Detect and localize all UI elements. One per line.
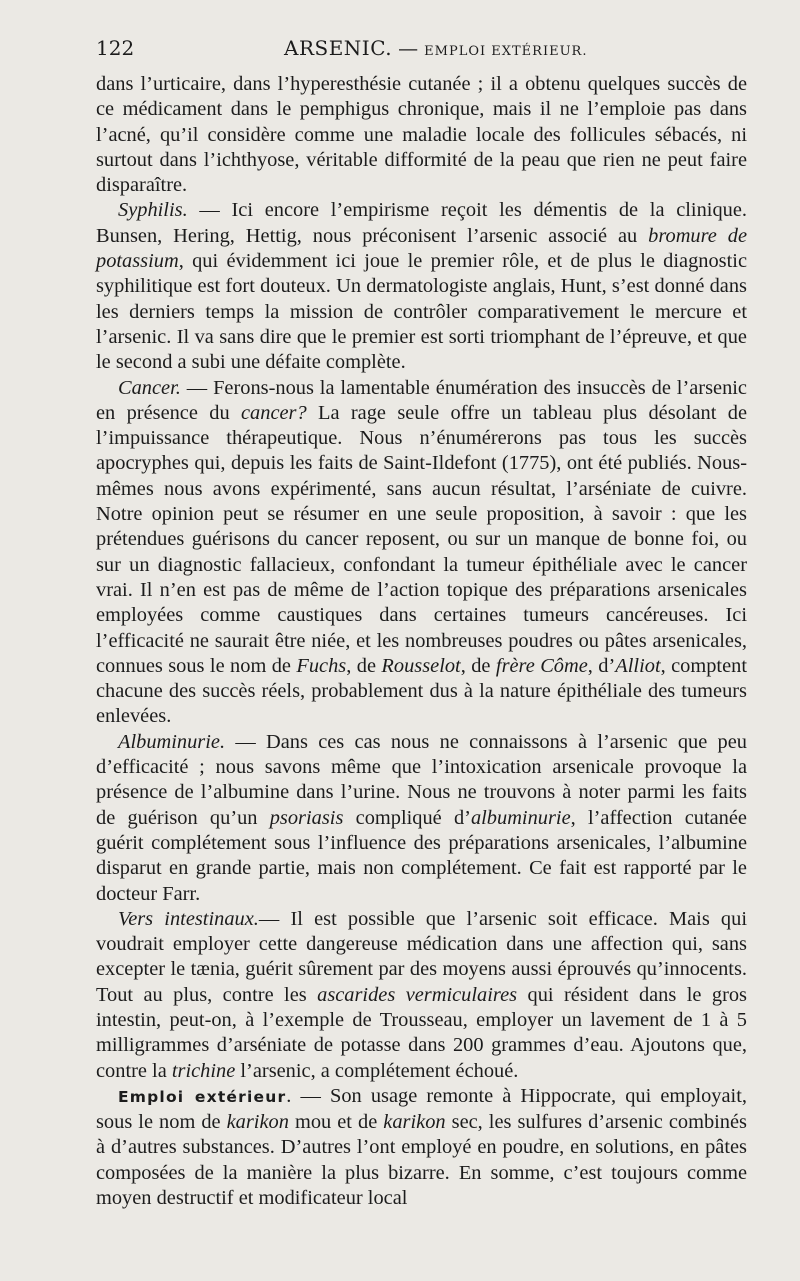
paragraph-text: La rage seule offre un tableau plus désolant de l’impuissance thérapeutique. Nous n’énumérerons pas tous les succès apocryphes qui, depuis les faits de Saint-Ildefont (1775), ont été publiés. Nous-mêmes nous avons expérimenté, sans aucun résultat, l’arséniate de cuivre. Notre opinion peut se résumer en une seule proposition, à savoir : que les prétendues guérisons du cancer reposent, ou sur un manque de bonne foi, ou sur un diagnostic fallacieux, confondant la tumeur épithéliale avec le cancer vrai. Il n’en est pas de même de l’action topique des préparations arsenicales employées comme caustiques dans certaines tumeurs cancéreuses. Ici l’efficacité ne saurait être niée, et les nombreuses poudres ou pâtes arsenicales, connues sous le nom de (96, 401, 747, 677)
paragraph-text: mou et de (288, 1111, 384, 1134)
paragraph-emploi-exterieur (96, 1084, 747, 1211)
paragraph-cancer (96, 376, 747, 730)
paragraph-text: , l’affection cutanée guérit complétement sous l’influence des préparations arsenicales, l’albumine disparut en grande partie, mais non complétement. Ce fait est rapporté par le docteur Farr. (96, 806, 747, 905)
paragraph-text: , comptent chacune des succès réels, probablement dus à la nature épithéliale des tumeurs enlevées. (96, 654, 748, 728)
paragraph-text: l’arsenic, a complétement échoué. (235, 1059, 519, 1082)
italic-term: psoriasis (269, 806, 344, 829)
paragraph-albuminurie (96, 730, 747, 907)
paragraph-text: — Il est possible que l’arsenic soit efficace. Mais qui voudrait employer cette dangereuse médication dans une affection qui, sans excepter le tænia, guérit sûrement par des moyens aussi éprouvés qu’innocents. Tout au plus, contre les (96, 907, 747, 1006)
italic-term: frère Côme (495, 654, 588, 677)
page-number: 122 (96, 36, 135, 60)
paragraph-text: , d’ (587, 654, 616, 677)
running-title-main: ARSENIC. (284, 36, 393, 60)
running-title-dash: — (398, 36, 419, 60)
paragraph-text: sec, les sulfures d’arsenic combinés à d’autres substances. D’autres l’ont employé en poudre, en solutions, en pâtes composées de la manière la plus bizarre. En somme, c’est toujours comme moyen destructif et modificateur local (96, 1111, 747, 1210)
italic-term: Fuchs (296, 654, 347, 677)
paragraph-text: , qui évidemment ici joue le premier rôle, et de plus le diagnostic syphilitique est fort douteux. Un dermatologiste anglais, Hunt, s’est donné dans les derniers temps la mission de contrôler comparativement le mercure et l’arsenic. Il va sans dire que le premier est sorti triomphant de l’épreuve, et que le second a subi une défaite complète. (96, 250, 747, 374)
running-title-sub: EMPLOI EXTÉRIEUR. (424, 44, 588, 59)
italic-term: ascarides vermiculaires (317, 983, 518, 1006)
body-text (96, 72, 747, 1211)
italic-term: albuminurie (470, 806, 571, 829)
paragraph-text: compliqué d’ (343, 806, 471, 829)
paragraph-text: — Dans ces cas nous ne connaissons à l’arsenic que peu d’efficacité ; nous savons même que l’intoxication arsenicale provoque la présence de l’albumine dans l’urine. Nous ne trouvons à noter parmi les faits de guérison qu’un (96, 730, 747, 829)
section-lead-vers-intestinaux: Vers intestinaux. (118, 907, 259, 930)
italic-term: bromure de potassium (96, 224, 747, 273)
paragraph-continuation (96, 72, 747, 198)
section-lead-emploi-exterieur: Emploi extérieur (118, 1087, 287, 1106)
running-header (96, 36, 746, 62)
paragraph-text: dans l’urticaire, dans l’hyperesthésie cutanée ; il a obtenu quelques succès de ce médicament dans le pemphigus chronique, mais il ne l’emploie pas dans l’acné, qu’il considère comme une maladie locale des follicules sébacés, ni surtout dans l’ichthyose, véritable difformité de la peau que rien ne peut faire disparaître. (96, 73, 747, 197)
paragraph-text: — Ici encore l’empirisme reçoit les démentis de la clinique. Bunsen, Hering, Hettig, nous préconisent l’arsenic associé au (96, 199, 747, 247)
section-lead-albuminurie: Albuminurie. (118, 730, 226, 753)
paragraph-vers-intestinaux (96, 907, 747, 1084)
paragraph-syphilis (96, 198, 747, 375)
italic-term: trichine (171, 1059, 236, 1082)
paragraph-text: . — Son usage remonte à Hippocrate, qui employait, sous le nom de (96, 1084, 747, 1134)
italic-term: Rousselot (381, 654, 461, 677)
paragraph-text: , de (346, 654, 382, 677)
italic-term: karikon (383, 1111, 446, 1134)
paragraph-text: — Ferons-nous la lamentable énumération des insuccès de l’arsenic en présence du (96, 376, 747, 424)
italic-term: cancer? (241, 401, 307, 424)
paragraph-text: qui résident dans le gros intestin, peut-on, à l’exemple de Trousseau, employer un lavement de 1 à 5 milligrammes d’arséniate de potasse dans 200 grammes d’eau. Ajoutons que, contre la (96, 983, 747, 1082)
paragraph-text: , de (460, 654, 496, 677)
section-lead-syphilis: Syphilis. (118, 199, 188, 222)
running-title (284, 36, 587, 60)
section-lead-cancer: Cancer. (118, 376, 181, 399)
italic-term: Alliot (615, 654, 661, 677)
italic-term: karikon (226, 1111, 289, 1134)
